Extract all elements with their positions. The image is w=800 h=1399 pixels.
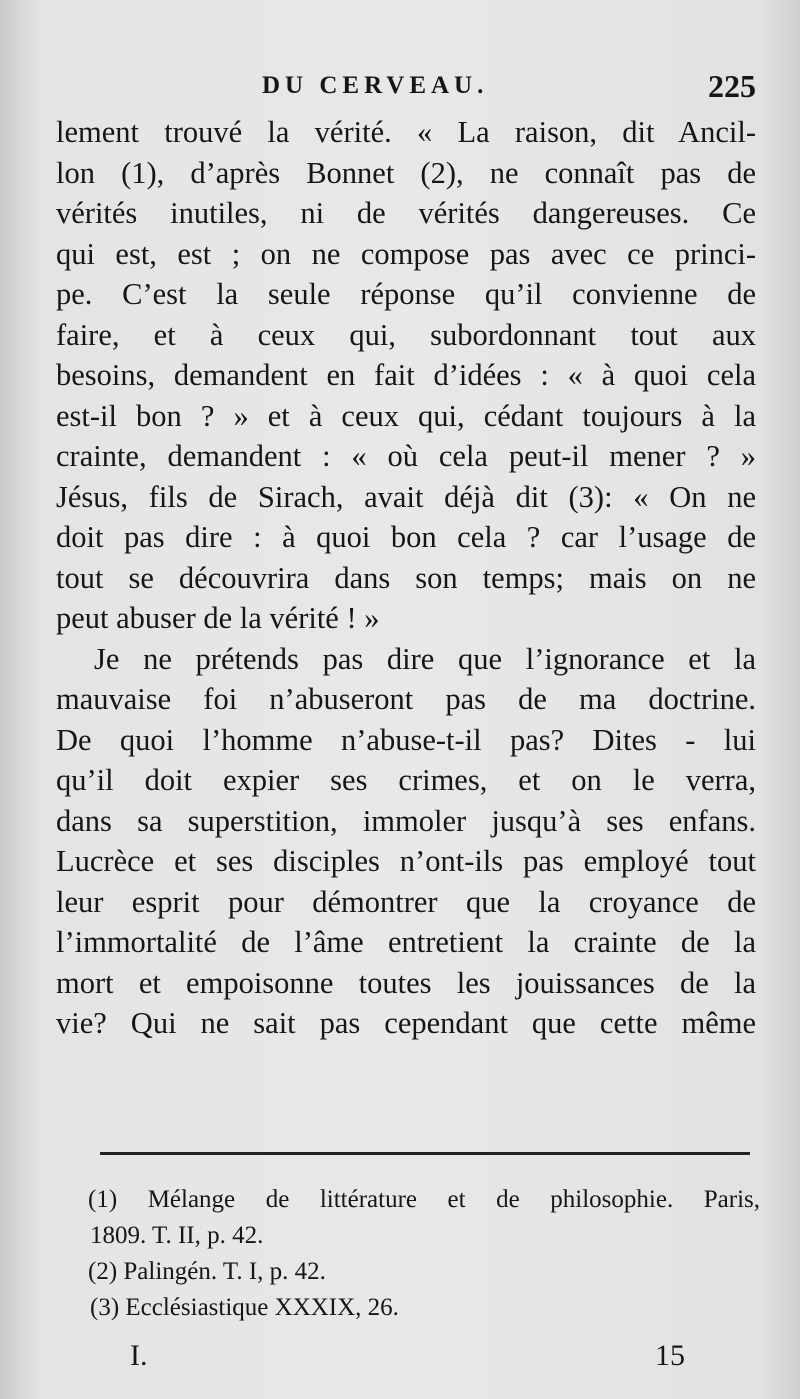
signature-mark: I. xyxy=(130,1339,148,1372)
footnote-1: (1) Mélange de littérature et de philosophie. Paris, xyxy=(88,1186,760,1213)
signature-number: 15 xyxy=(655,1339,685,1372)
text-line: tout se découvrira dans son temps; mais on ne xyxy=(56,560,756,595)
text-line: dans sa superstition, immoler jusqu’à ses enfans. xyxy=(56,803,756,838)
footnote-rule xyxy=(100,1152,750,1155)
paragraph-start-line: Je ne prétends pas dire que l’ignorance et la xyxy=(94,641,756,676)
text-line: Lucrèce et ses disciples n’ont-ils pas employé tout xyxy=(56,844,756,878)
text-line: lon (1), d’après Bonnet (2), ne connaît pas de xyxy=(56,155,756,190)
text-line: l’immortalité de l’âme entretient la crainte de la xyxy=(56,925,756,959)
text-line: faire, et à ceux qui, subordonnant tout aux xyxy=(56,317,756,352)
text-line: besoins, demandent en fait d’idées : « à quoi cela xyxy=(56,358,756,392)
text-line: Jésus, fils de Sirach, avait déjà dit (3): « On ne xyxy=(56,479,756,514)
text-line: De quoi l’homme n’abuse-t-il pas? Dites - lui xyxy=(56,722,756,757)
text-line: qu’il doit expier ses crimes, et on le verra, xyxy=(56,763,756,797)
footnote-1-continuation: 1809. T. II, p. 42. xyxy=(90,1222,264,1249)
text-line: crainte, demandent : « où cela peut-il mener ? » xyxy=(56,439,756,473)
body-text xyxy=(56,112,756,1044)
footnote-2: (2) Palingén. T. I, p. 42. xyxy=(88,1258,326,1285)
text-line: mort et empoisonne toutes les jouissances de la xyxy=(56,965,756,1000)
text-line: peut abuser de la vérité ! » xyxy=(56,601,380,635)
text-line: est-il bon ? » et à ceux qui, cédant toujours à la xyxy=(56,398,756,433)
text-line: mauvaise foi n’abuseront pas de ma doctrine. xyxy=(56,682,756,716)
footnotes xyxy=(88,1182,760,1326)
running-head: DU CERVEAU. xyxy=(262,72,489,99)
text-line: pe. C’est la seule réponse qu’il convienne de xyxy=(56,277,756,311)
text-line: lement trouvé la vérité. « La raison, dit Ancil- xyxy=(56,115,756,149)
text-line: vérités inutiles, ni de vérités dangereuses. Ce xyxy=(56,196,756,230)
printer-signature xyxy=(0,1336,800,1376)
page-number: 225 xyxy=(708,68,756,104)
text-line: doit pas dire : à quoi bon cela ? car l’usage de xyxy=(56,520,756,554)
text-line: qui est, est ; on ne compose pas avec ce princi- xyxy=(56,236,756,271)
footnote-3: (3) Ecclésiastique XXXIX, 26. xyxy=(90,1294,399,1321)
page-header xyxy=(0,66,800,106)
text-line: vie? Qui ne sait pas cependant que cette même xyxy=(56,1006,756,1040)
text-line: leur esprit pour démontrer que la croyance de xyxy=(56,884,756,919)
